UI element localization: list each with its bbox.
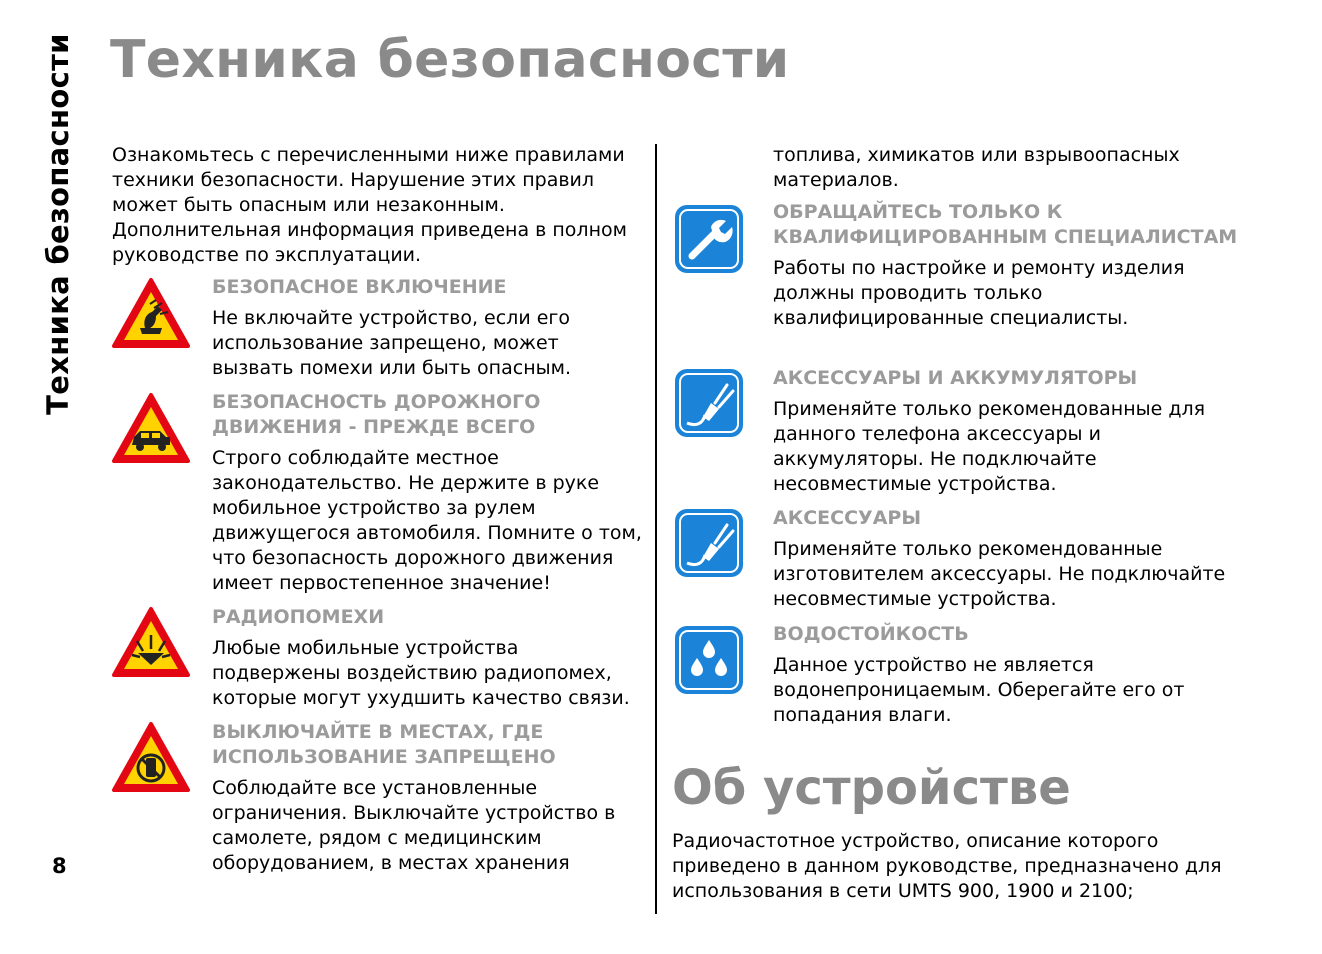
- section-heading: БЕЗОПАСНОЕ ВКЛЮЧЕНИЕ: [212, 276, 507, 298]
- safety-section-accessories: [773, 506, 1253, 612]
- section-body: Работы по настройке и ремонту изделия должны проводить только квалифицированные специалисты.: [773, 257, 1185, 329]
- column-divider: [655, 144, 657, 914]
- about-device-title: Об устройстве: [672, 760, 1071, 816]
- section-heading: ВОДОСТОЙКОСТЬ: [773, 623, 969, 645]
- section-body: Строго соблюдайте местное законодательство. Не держите в руке мобильное устройство за рулем движущегося автомобиля. Помните о том, что безопасность дорожного движения имеет первостепенное значение!: [212, 447, 642, 594]
- section-body: Соблюдайте все установленные ограничения. Выключайте устройство в самолете, рядом с медицинским оборудованием, в местах хранения: [212, 777, 616, 874]
- section-body: Не включайте устройство, если его использование запрещено, может вызвать помехи или быть опасным.: [212, 307, 571, 379]
- section-heading: БЕЗОПАСНОСТЬ ДОРОЖНОГО ДВИЖЕНИЯ - ПРЕЖДЕ ВСЕГО: [212, 391, 541, 438]
- page-number: 8: [52, 854, 67, 878]
- about-device-paragraph: Радиочастотное устройство, описание которого приведено в данном руководстве, предназначено для использования в сети UMTS 900, 1900 и 2100;: [672, 830, 1222, 902]
- section-body: Данное устройство не является водонепроницаемым. Оберегайте его от попадания влаги.: [773, 654, 1185, 726]
- phone-prohibited-warning-icon: [110, 720, 192, 798]
- section-heading: АКСЕССУАРЫ И АККУМУЛЯТОРЫ: [773, 367, 1138, 389]
- section-heading: ОБРАЩАЙТЕСЬ ТОЛЬКО К КВАЛИФИЦИРОВАННЫМ СПЕЦИАЛИСТАМ: [773, 201, 1238, 248]
- section-body: Любые мобильные устройства подвержены воздействию радиопомех, которые могут ухудшить качество связи.: [212, 637, 630, 709]
- safety-section-accessories-batteries: [773, 366, 1253, 497]
- water-drops-icon: [673, 624, 745, 700]
- switch-on-warning-icon: [110, 276, 192, 354]
- intro-paragraph: Ознакомьтесь с перечисленными ниже правилами техники безопасности. Нарушение этих правил может быть опасным или незаконным. Дополнительная информация приведена в полном руководстве по эксплуатации.: [112, 144, 627, 266]
- safety-section-service: [773, 200, 1253, 331]
- safety-section-road: [212, 390, 642, 596]
- plug-icon: [673, 367, 745, 443]
- plug-icon: [673, 507, 745, 583]
- section-heading: ВЫКЛЮЧАЙТЕ В МЕСТАХ, ГДЕ ИСПОЛЬЗОВАНИЕ ЗАПРЕЩЕНО: [212, 721, 556, 768]
- section-body: Применяйте только рекомендованные для данного телефона аксессуары и аккумуляторы. Не подключайте несовместимые устройства.: [773, 398, 1206, 495]
- safety-section-interference: [212, 605, 642, 711]
- safety-section-prohibited: [212, 720, 642, 876]
- section-heading: РАДИОПОМЕХИ: [212, 606, 385, 628]
- section-heading: АКСЕССУАРЫ: [773, 507, 922, 529]
- section-body: Применяйте только рекомендованные изготовителем аксессуары. Не подключайте несовместимые устройства.: [773, 538, 1226, 610]
- continuation-paragraph: топлива, химикатов или взрывоопасных материалов.: [773, 144, 1180, 191]
- vertical-section-title: [36, 33, 80, 415]
- safety-section-switch-on: [212, 275, 642, 381]
- safety-section-water: [773, 622, 1253, 728]
- wrench-icon: [673, 203, 745, 279]
- vertical-section-title-text: Техника безопасности: [41, 33, 76, 415]
- page-title: Техника безопасности: [110, 30, 790, 90]
- interference-warning-icon: [110, 605, 192, 683]
- car-warning-icon: [110, 391, 192, 469]
